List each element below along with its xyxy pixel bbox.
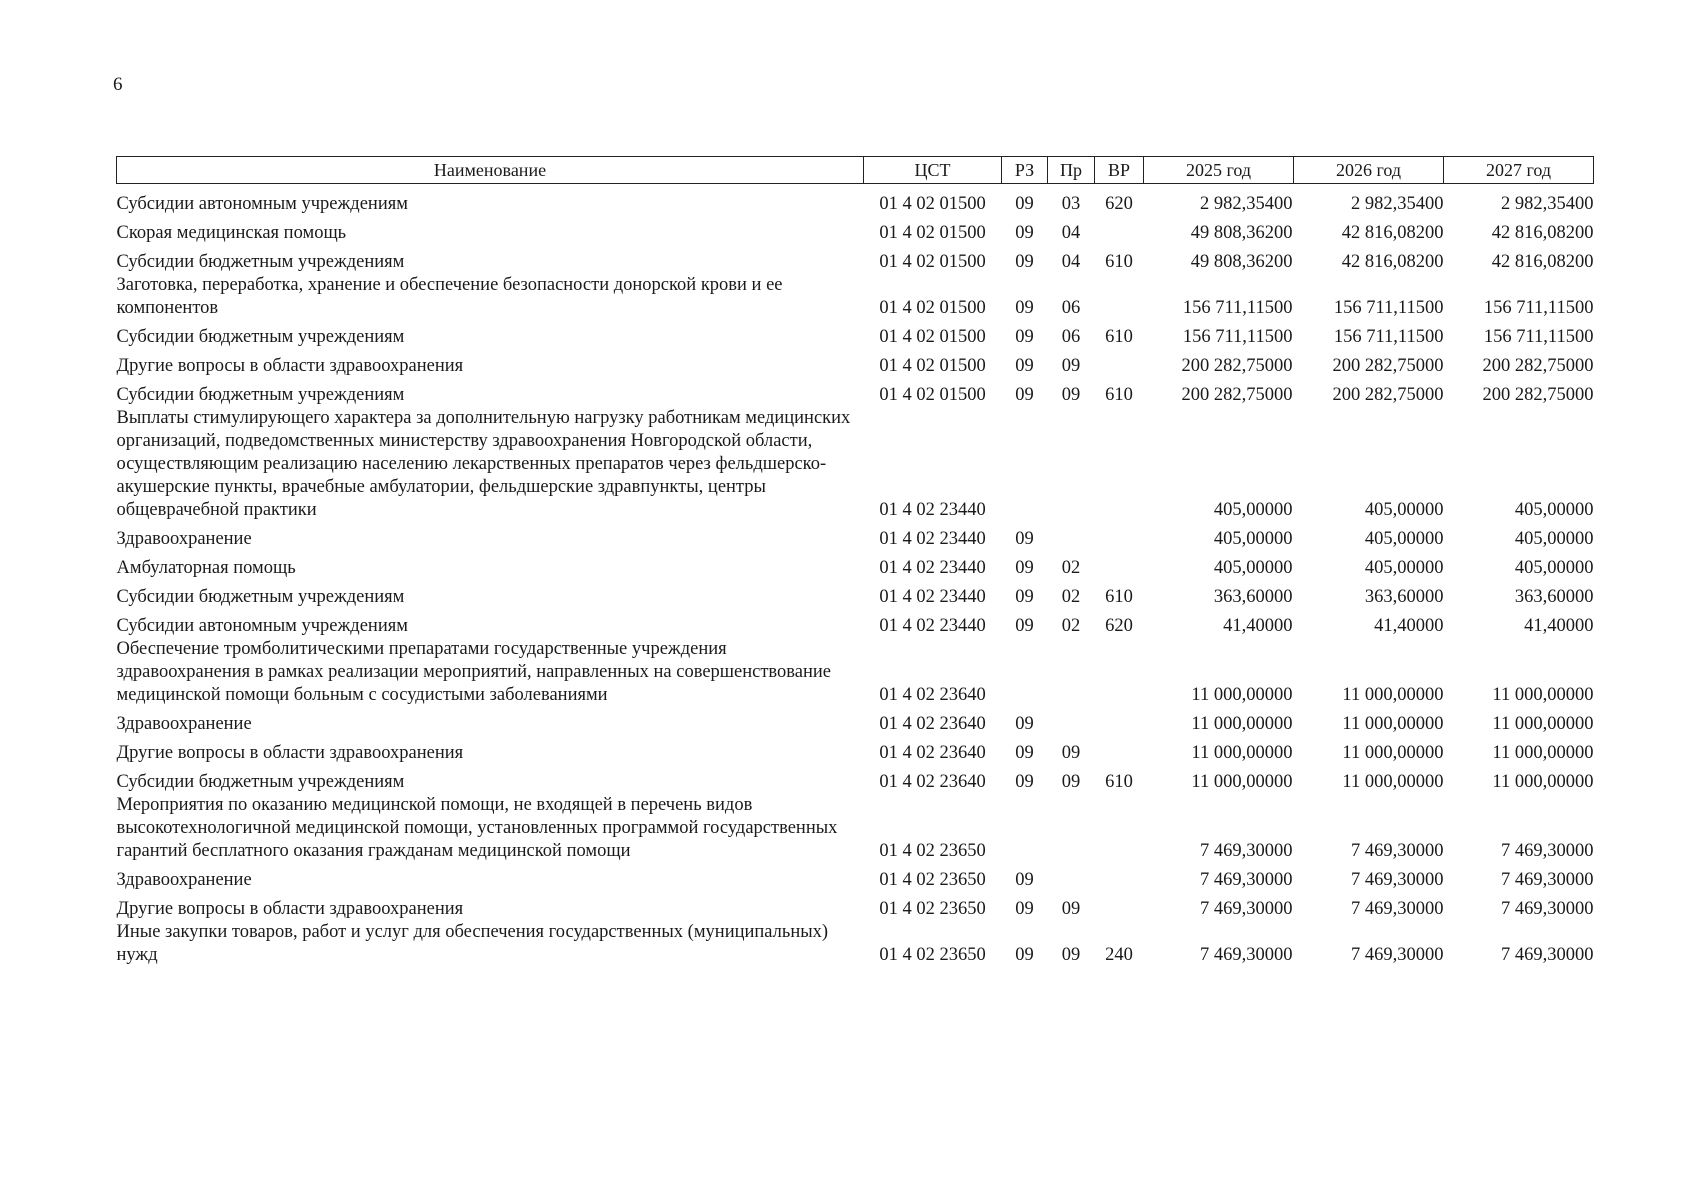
cell-name: Субсидии автономным учреждениям: [116, 194, 408, 214]
cell-y2026: 405,00000: [1364, 500, 1444, 520]
cell-y2027: 11 000,00000: [1492, 772, 1594, 792]
cell-y2026: 42 816,08200: [1341, 223, 1444, 243]
cell-vr: 620: [1105, 194, 1133, 214]
header-year-2025: 2025 год: [1144, 157, 1294, 184]
cell-name: Другие вопросы в области здравоохранения: [116, 356, 464, 376]
table-body: [117, 184, 1594, 968]
cell-y2026: 7 469,30000: [1351, 899, 1444, 919]
cell-cst: 01 4 02 01500: [879, 252, 986, 272]
cell-y2027: 7 469,30000: [1501, 945, 1594, 965]
table-row: [117, 320, 1594, 349]
cell-rz: 09: [1015, 385, 1034, 405]
cell-cst: 01 4 02 23440: [879, 587, 986, 607]
cell-name: Иные закупки товаров, работ и услуг для обеспечения государственных (муниципальных) нужд: [116, 922, 829, 965]
cell-vr: 620: [1105, 616, 1133, 636]
table-row: [117, 638, 1594, 707]
cell-rz: [1002, 638, 1048, 707]
cell-y2027: 156 711,11500: [1483, 298, 1594, 318]
cell-name: Другие вопросы в области здравоохранения: [116, 899, 464, 919]
cell-y2025: 2 982,35400: [1200, 194, 1293, 214]
cell-vr: 240: [1105, 945, 1133, 965]
cell-rz: 09: [1015, 252, 1034, 272]
cell-y2025: 41,40000: [1223, 616, 1293, 636]
cell-rz: [1002, 407, 1048, 522]
cell-pr: [1048, 794, 1095, 863]
cell-cst: 01 4 02 23440: [879, 529, 986, 549]
cell-y2027: 405,00000: [1514, 529, 1594, 549]
cell-cst: 01 4 02 23640: [879, 714, 986, 734]
cell-y2026: 7 469,30000: [1351, 945, 1444, 965]
cell-cst: 01 4 02 23440: [879, 616, 986, 636]
cell-y2027: 7 469,30000: [1501, 870, 1594, 890]
cell-vr: [1095, 892, 1144, 921]
cell-y2027: 7 469,30000: [1501, 841, 1594, 861]
cell-y2025: 7 469,30000: [1200, 841, 1293, 861]
cell-y2027: 11 000,00000: [1492, 714, 1594, 734]
table-row: [117, 407, 1594, 522]
cell-rz: 09: [1015, 223, 1034, 243]
cell-rz: [1002, 794, 1048, 863]
cell-y2025: 11 000,00000: [1191, 714, 1293, 734]
cell-name: Здравоохранение: [116, 870, 252, 890]
budget-table: [116, 156, 1594, 967]
cell-vr: [1095, 216, 1144, 245]
cell-y2027: 11 000,00000: [1492, 685, 1594, 705]
cell-y2025: 200 282,75000: [1181, 385, 1293, 405]
cell-rz: 09: [1015, 587, 1034, 607]
cell-rz: 09: [1015, 356, 1034, 376]
cell-y2027: 7 469,30000: [1501, 899, 1594, 919]
cell-name: Другие вопросы в области здравоохранения: [116, 743, 464, 763]
cell-name: Амбулаторная помощь: [116, 558, 296, 578]
cell-cst: 01 4 02 23650: [879, 841, 986, 861]
cell-y2025: 49 808,36200: [1190, 223, 1293, 243]
table-row: [117, 580, 1594, 609]
cell-pr: 03: [1061, 194, 1081, 214]
cell-pr: 09: [1061, 385, 1081, 405]
cell-pr: [1048, 522, 1095, 551]
cell-pr: 02: [1061, 587, 1081, 607]
cell-pr: [1048, 707, 1095, 736]
header-rz: РЗ: [1002, 157, 1048, 184]
cell-rz: 09: [1015, 298, 1034, 318]
cell-y2026: 41,40000: [1374, 616, 1444, 636]
cell-y2025: 156 711,11500: [1182, 327, 1293, 347]
cell-pr: 09: [1061, 945, 1081, 965]
cell-y2025: 11 000,00000: [1191, 685, 1293, 705]
cell-y2025: 11 000,00000: [1191, 772, 1293, 792]
table-row: [117, 736, 1594, 765]
cell-pr: 09: [1061, 772, 1081, 792]
cell-pr: 06: [1061, 298, 1081, 318]
cell-y2027: 2 982,35400: [1501, 194, 1594, 214]
cell-cst: 01 4 02 01500: [879, 327, 986, 347]
cell-pr: [1048, 863, 1095, 892]
cell-pr: 02: [1061, 616, 1081, 636]
cell-vr: [1095, 274, 1144, 320]
cell-y2027: 156 711,11500: [1483, 327, 1594, 347]
cell-y2026: 2 982,35400: [1351, 194, 1444, 214]
cell-cst: 01 4 02 01500: [879, 298, 986, 318]
cell-cst: 01 4 02 01500: [879, 223, 986, 243]
cell-y2026: 11 000,00000: [1342, 743, 1444, 763]
cell-y2025: 49 808,36200: [1190, 252, 1293, 272]
cell-rz: 09: [1015, 772, 1034, 792]
cell-name: Выплаты стимулирующего характера за дополнительную нагрузку работникам медицинских организаций, подведомственных министерству здравоохранения Новгородской области, осуществляющим реализацию населению лекарственных препаратов через фельдшерско-акушерские пункты, врачебные амбулатории, фельдшерские здравпункты, центры общеврачебной практики: [116, 408, 851, 520]
cell-rz: 09: [1015, 327, 1034, 347]
cell-rz: 09: [1015, 743, 1034, 763]
cell-y2025: 405,00000: [1213, 500, 1293, 520]
cell-pr: 04: [1061, 223, 1081, 243]
cell-y2026: 42 816,08200: [1341, 252, 1444, 272]
cell-name: Субсидии автономным учреждениям: [116, 616, 408, 636]
cell-y2025: 363,60000: [1213, 587, 1293, 607]
cell-name: Субсидии бюджетным учреждениям: [116, 772, 405, 792]
cell-vr: 610: [1105, 385, 1133, 405]
header-cst: ЦСТ: [864, 157, 1002, 184]
cell-y2026: 11 000,00000: [1342, 685, 1444, 705]
cell-y2026: 363,60000: [1364, 587, 1444, 607]
header-row: [117, 157, 1594, 184]
cell-y2027: 11 000,00000: [1492, 743, 1594, 763]
cell-cst: 01 4 02 23650: [879, 945, 986, 965]
cell-cst: 01 4 02 01500: [879, 356, 986, 376]
cell-pr: 09: [1061, 899, 1081, 919]
cell-y2026: 7 469,30000: [1351, 841, 1444, 861]
cell-y2027: 42 816,08200: [1491, 223, 1594, 243]
cell-vr: [1095, 349, 1144, 378]
cell-name: Заготовка, переработка, хранение и обеспечение безопасности донорской крови и ее компонентов: [116, 275, 783, 318]
table-row: [117, 216, 1594, 245]
table-row: [117, 522, 1594, 551]
cell-name: Субсидии бюджетным учреждениям: [116, 252, 405, 272]
cell-y2027: 405,00000: [1514, 500, 1594, 520]
cell-vr: [1095, 736, 1144, 765]
cell-y2025: 11 000,00000: [1191, 743, 1293, 763]
cell-rz: 09: [1015, 899, 1034, 919]
cell-rz: 09: [1015, 558, 1034, 578]
cell-pr: 02: [1061, 558, 1081, 578]
cell-y2027: 405,00000: [1514, 558, 1594, 578]
cell-y2027: 363,60000: [1514, 587, 1594, 607]
table-row: [117, 349, 1594, 378]
budget-table-container: [116, 156, 1593, 967]
cell-cst: 01 4 02 23440: [879, 500, 986, 520]
cell-vr: [1095, 522, 1144, 551]
page-number: 6: [113, 74, 123, 95]
cell-y2026: 200 282,75000: [1332, 385, 1444, 405]
header-year-2027: 2027 год: [1444, 157, 1594, 184]
cell-y2026: 11 000,00000: [1342, 714, 1444, 734]
table-row: [117, 609, 1594, 638]
table-row: [117, 921, 1594, 967]
cell-name: Здравоохранение: [116, 529, 252, 549]
cell-vr: 610: [1105, 772, 1133, 792]
cell-rz: 09: [1015, 870, 1034, 890]
cell-pr: [1048, 638, 1095, 707]
cell-rz: 09: [1015, 529, 1034, 549]
cell-cst: 01 4 02 23650: [879, 899, 986, 919]
cell-y2025: 7 469,30000: [1200, 945, 1293, 965]
cell-name: Субсидии бюджетным учреждениям: [116, 587, 405, 607]
cell-pr: 09: [1061, 743, 1081, 763]
cell-y2026: 7 469,30000: [1351, 870, 1444, 890]
cell-y2025: 7 469,30000: [1200, 870, 1293, 890]
table-header: [117, 157, 1594, 184]
cell-vr: [1095, 863, 1144, 892]
cell-y2026: 405,00000: [1364, 558, 1444, 578]
cell-cst: 01 4 02 23640: [879, 685, 986, 705]
header-vr: ВР: [1095, 157, 1144, 184]
cell-vr: [1095, 707, 1144, 736]
table-row: [117, 707, 1594, 736]
table-row: [117, 765, 1594, 794]
cell-rz: 09: [1015, 945, 1034, 965]
cell-cst: 01 4 02 23640: [879, 743, 986, 763]
cell-cst: 01 4 02 23440: [879, 558, 986, 578]
cell-rz: 09: [1015, 714, 1034, 734]
cell-y2025: 200 282,75000: [1181, 356, 1293, 376]
cell-name: Обеспечение тромболитическими препаратами государственные учреждения здравоохранения в рамках реализации мероприятий, направленных на совершенствование медицинской помощи больным с сосудистыми заболеваниями: [116, 639, 832, 705]
cell-name: Скорая медицинская помощь: [116, 223, 347, 243]
table-row: [117, 274, 1594, 320]
cell-cst: 01 4 02 23650: [879, 870, 986, 890]
cell-pr: 09: [1061, 356, 1081, 376]
cell-y2026: 11 000,00000: [1342, 772, 1444, 792]
cell-cst: 01 4 02 23640: [879, 772, 986, 792]
cell-pr: [1048, 407, 1095, 522]
cell-pr: 06: [1061, 327, 1081, 347]
table-row: [117, 892, 1594, 921]
cell-rz: 09: [1015, 194, 1034, 214]
cell-rz: 09: [1015, 616, 1034, 636]
cell-vr: 610: [1105, 252, 1133, 272]
table-row: [117, 551, 1594, 580]
table-row: [117, 378, 1594, 407]
header-pr: Пр: [1048, 157, 1095, 184]
header-name: Наименование: [117, 157, 864, 184]
cell-vr: [1095, 551, 1144, 580]
table-row: [117, 794, 1594, 863]
cell-y2027: 41,40000: [1524, 616, 1594, 636]
cell-y2025: 7 469,30000: [1200, 899, 1293, 919]
cell-y2025: 405,00000: [1213, 558, 1293, 578]
cell-pr: 04: [1061, 252, 1081, 272]
table-row: [117, 184, 1594, 217]
cell-name: Здравоохранение: [116, 714, 252, 734]
table-row: [117, 245, 1594, 274]
cell-vr: [1095, 407, 1144, 522]
cell-name: Субсидии бюджетным учреждениям: [116, 327, 405, 347]
cell-vr: 610: [1105, 327, 1133, 347]
table-row: [117, 863, 1594, 892]
cell-y2027: 42 816,08200: [1491, 252, 1594, 272]
cell-vr: [1095, 638, 1144, 707]
cell-vr: [1095, 794, 1144, 863]
header-year-2026: 2026 год: [1294, 157, 1444, 184]
cell-y2025: 156 711,11500: [1182, 298, 1293, 318]
cell-name: Мероприятия по оказанию медицинской помощи, не входящей в перечень видов высокотехнологичной медицинской помощи, установленных программой государственных гарантий бесплатного оказания гражданам медицинской помощи: [116, 795, 838, 861]
cell-name: Субсидии бюджетным учреждениям: [116, 385, 405, 405]
cell-cst: 01 4 02 01500: [879, 385, 986, 405]
cell-y2026: 156 711,11500: [1333, 298, 1444, 318]
cell-cst: 01 4 02 01500: [879, 194, 986, 214]
cell-y2025: 405,00000: [1213, 529, 1293, 549]
cell-y2026: 200 282,75000: [1332, 356, 1444, 376]
cell-y2027: 200 282,75000: [1482, 385, 1594, 405]
cell-y2026: 405,00000: [1364, 529, 1444, 549]
cell-vr: 610: [1105, 587, 1133, 607]
cell-y2027: 200 282,75000: [1482, 356, 1594, 376]
cell-y2026: 156 711,11500: [1333, 327, 1444, 347]
